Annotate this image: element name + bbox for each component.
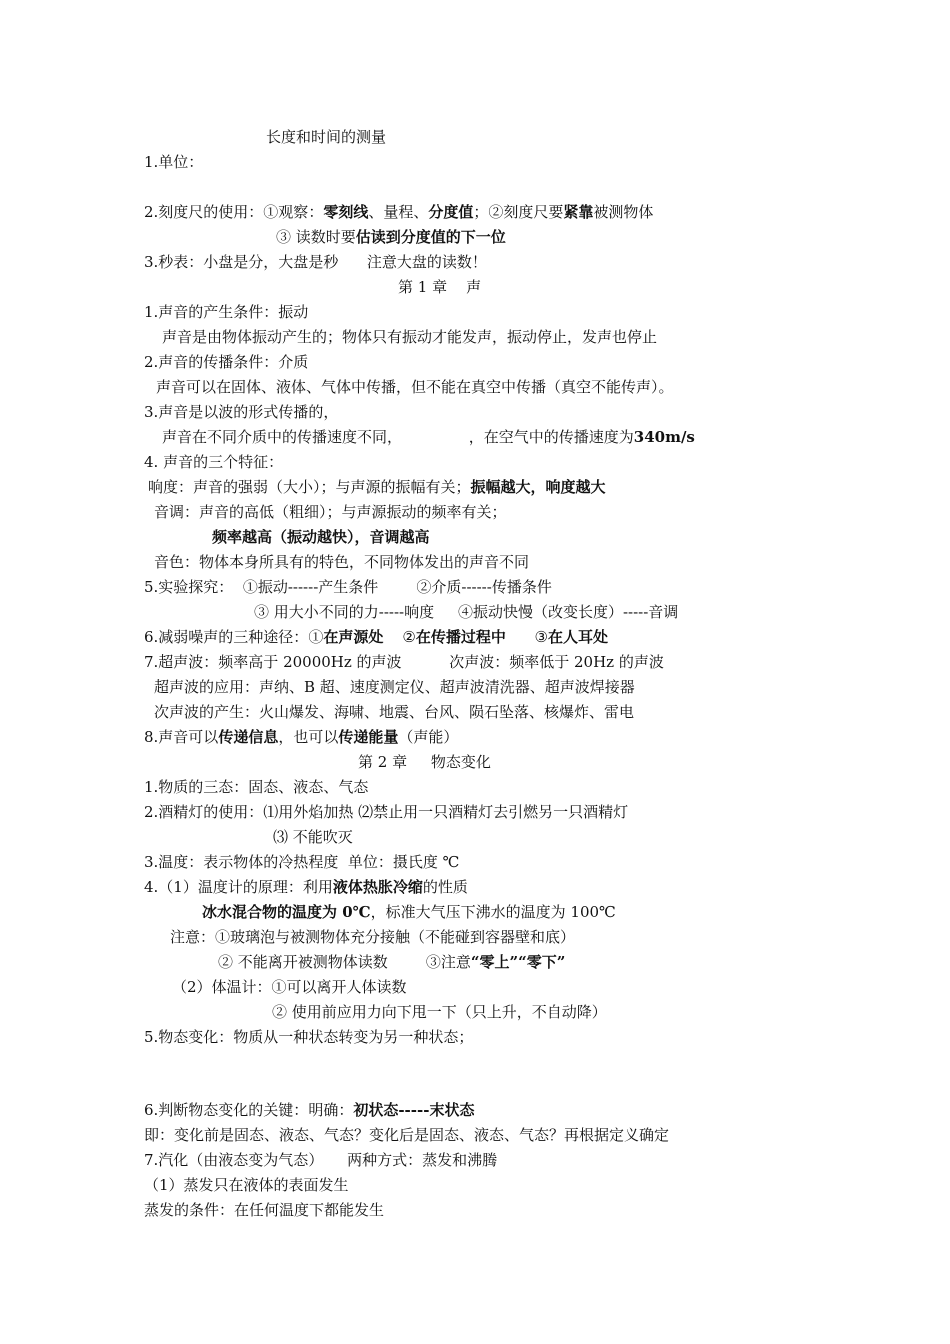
- text-segment: 5.物态变化：物质从一种状态转变为另一种状态；: [144, 1028, 474, 1046]
- text-line: [148, 476, 606, 498]
- bold-text: 在声源处: [323, 628, 384, 646]
- text-segment: 3.声音是以波的形式传播的，: [144, 403, 339, 421]
- text-line: [144, 576, 552, 598]
- text-line: [202, 901, 616, 923]
- text-segment: ③ 读数时要: [276, 228, 356, 246]
- text-line: [154, 701, 634, 723]
- bold-text: 冰水混合物的温度为 0℃: [202, 903, 371, 921]
- text-segment: 6.减弱噪声的三种途径：①: [144, 628, 324, 646]
- text-segment: ③: [505, 628, 548, 646]
- text-line: [144, 1026, 473, 1048]
- text-segment: 即：变化前是固态、液态、气态？变化后是固态、液态、气态？再根据定义确定: [144, 1126, 670, 1144]
- text-line: [144, 726, 458, 748]
- bold-text: 估读到分度值的下一位: [355, 228, 506, 246]
- text-segment: 6.判断物态变化的关键：明确：: [144, 1101, 354, 1119]
- bold-text: 零刻线: [323, 203, 369, 221]
- text-segment: 响度：声音的强弱（大小）；与声源的振幅有关；: [148, 478, 471, 496]
- text-line: [144, 151, 203, 173]
- text-segment: 蒸发的条件：在任何温度下都能发生: [144, 1201, 385, 1219]
- text-segment: 音色：物体本身所具有的特色，不同物体发出的声音不同: [154, 553, 530, 571]
- text-line: [144, 801, 628, 823]
- text-segment: 3.秒表：小盘是分，大盘是秒 注意大盘的读数！: [144, 253, 487, 271]
- text-segment: （1）蒸发只在液体的表面发生: [144, 1176, 349, 1194]
- text-segment: 3.温度：表示物体的冷热程度 单位：摄氏度 ℃: [144, 853, 460, 871]
- bold-text: 频率越高（振动越快），音调越高: [212, 528, 430, 546]
- text-line: [398, 276, 481, 298]
- bold-text: 液体热胀冷缩: [332, 878, 423, 896]
- text-segment: ② 不能离开被测物体读数 ③注意: [218, 953, 471, 971]
- text-line: [144, 1124, 669, 1146]
- text-segment: 被测物体: [593, 203, 654, 221]
- text-segment: 的性质: [422, 878, 468, 896]
- text-segment: 1.单位：: [144, 153, 204, 171]
- text-segment: 2.刻度尺的使用：①观察：: [144, 203, 324, 221]
- text-segment: 声音可以在固体、液体、气体中传播，但不能在真空中传播（真空不能传声）。: [156, 378, 674, 396]
- text-segment: ③ 用大小不同的力-----响度 ④振动快慢（改变长度）-----音调: [254, 603, 679, 621]
- text-line: [154, 501, 507, 523]
- bold-text: 紧靠: [563, 203, 594, 221]
- bold-text: “零上”“零下”: [470, 953, 566, 971]
- bold-text: 分度值: [428, 203, 474, 221]
- text-segment: 次声波的产生：火山爆发、海啸、地震、台风、陨石坠落、核爆炸、雷电: [154, 703, 635, 721]
- text-segment: ，标准大气压下沸水的温度为 100℃: [370, 903, 616, 921]
- text-line: [276, 226, 506, 248]
- text-line: [144, 251, 487, 273]
- text-segment: ② 使用前应用力向下甩一下（只上升，不自动降）: [272, 1003, 607, 1021]
- text-segment: 、量程、: [368, 203, 429, 221]
- text-segment: 2.声音的传播条件：介质: [144, 353, 309, 371]
- text-line: [144, 1199, 384, 1221]
- text-line: [162, 326, 657, 348]
- text-segment: ⑶ 不能吹灭: [273, 828, 353, 846]
- text-segment: 4. 声音的三个特征：: [144, 453, 284, 471]
- text-line: [273, 826, 353, 848]
- bold-text: 传递信息: [218, 728, 279, 746]
- text-line: [144, 1174, 349, 1196]
- text-segment: 第 2 章 物态变化: [358, 753, 491, 771]
- bold-text: 在传播过程中: [415, 628, 506, 646]
- text-segment: 4.（1）温度计的原理：利用: [144, 878, 333, 896]
- text-segment: 超声波的应用：声纳、B 超、速度测定仪、超声波清洗器、超声波焊接器: [154, 678, 635, 696]
- text-line: [272, 1001, 607, 1023]
- text-segment: 7.超声波：频率高于 20000Hz 的声波 次声波：频率低于 20Hz 的声波: [144, 653, 664, 671]
- text-line: [144, 201, 653, 223]
- bold-text: 传递能量: [338, 728, 399, 746]
- text-segment: （2）体温计：①可以离开人体读数: [172, 978, 407, 996]
- text-line: [212, 526, 430, 548]
- text-line: [170, 926, 575, 948]
- text-line: [144, 401, 338, 423]
- text-segment: 第 1 章 声: [398, 278, 482, 296]
- text-line: [154, 551, 529, 573]
- text-line: [144, 451, 283, 473]
- text-segment: 5.实验探究： ①振动------产生条件 ②介质------传播条件: [144, 578, 552, 596]
- text-line: [144, 876, 468, 898]
- text-line: [144, 776, 368, 798]
- text-segment: 长度和时间的测量: [266, 128, 387, 146]
- text-line: [218, 951, 565, 973]
- text-segment: 注意：①玻璃泡与被测物体充分接触（不能碰到容器壁和底）: [170, 928, 576, 946]
- text-line: [144, 1149, 497, 1171]
- text-segment: 7.汽化（由液态变为气态） 两种方式：蒸发和沸腾: [144, 1151, 498, 1169]
- bold-text: 在人耳处: [547, 628, 608, 646]
- text-line: [144, 301, 308, 323]
- text-line: [266, 126, 386, 148]
- text-line: [144, 351, 308, 373]
- text-line: [144, 626, 608, 648]
- text-segment: 1.声音的产生条件：振动: [144, 303, 309, 321]
- text-line: [358, 751, 491, 773]
- text-line: [254, 601, 678, 623]
- bold-text: 340m/s: [633, 428, 695, 446]
- text-segment: 音调：声音的高低（粗细）；与声源振动的频率有关；: [154, 503, 507, 521]
- text-segment: ，也可以: [278, 728, 339, 746]
- text-line: [144, 651, 664, 673]
- text-line: [144, 851, 459, 873]
- bold-text: 振幅越大，响度越大: [470, 478, 606, 496]
- text-segment: 1.物质的三态：固态、液态、气态: [144, 778, 369, 796]
- text-line: [162, 426, 695, 448]
- text-segment: 声音是由物体振动产生的；物体只有振动才能发声，振动停止，发声也停止: [162, 328, 658, 346]
- text-line: [156, 376, 674, 398]
- text-line: [154, 676, 635, 698]
- text-segment: （声能）: [398, 728, 459, 746]
- text-segment: 声音在不同介质中的传播速度不同， ，在空气中的传播速度为: [162, 428, 634, 446]
- text-segment: 8.声音可以: [144, 728, 219, 746]
- bold-text: 初状态-----末状态: [353, 1101, 475, 1119]
- text-segment: 2.酒精灯的使用：⑴用外焰加热 ⑵禁止用一只酒精灯去引燃另一只酒精灯: [144, 803, 629, 821]
- text-line: [172, 976, 407, 998]
- text-line: [144, 1099, 474, 1121]
- text-segment: ②: [383, 628, 416, 646]
- text-segment: ；②刻度尺要: [473, 203, 564, 221]
